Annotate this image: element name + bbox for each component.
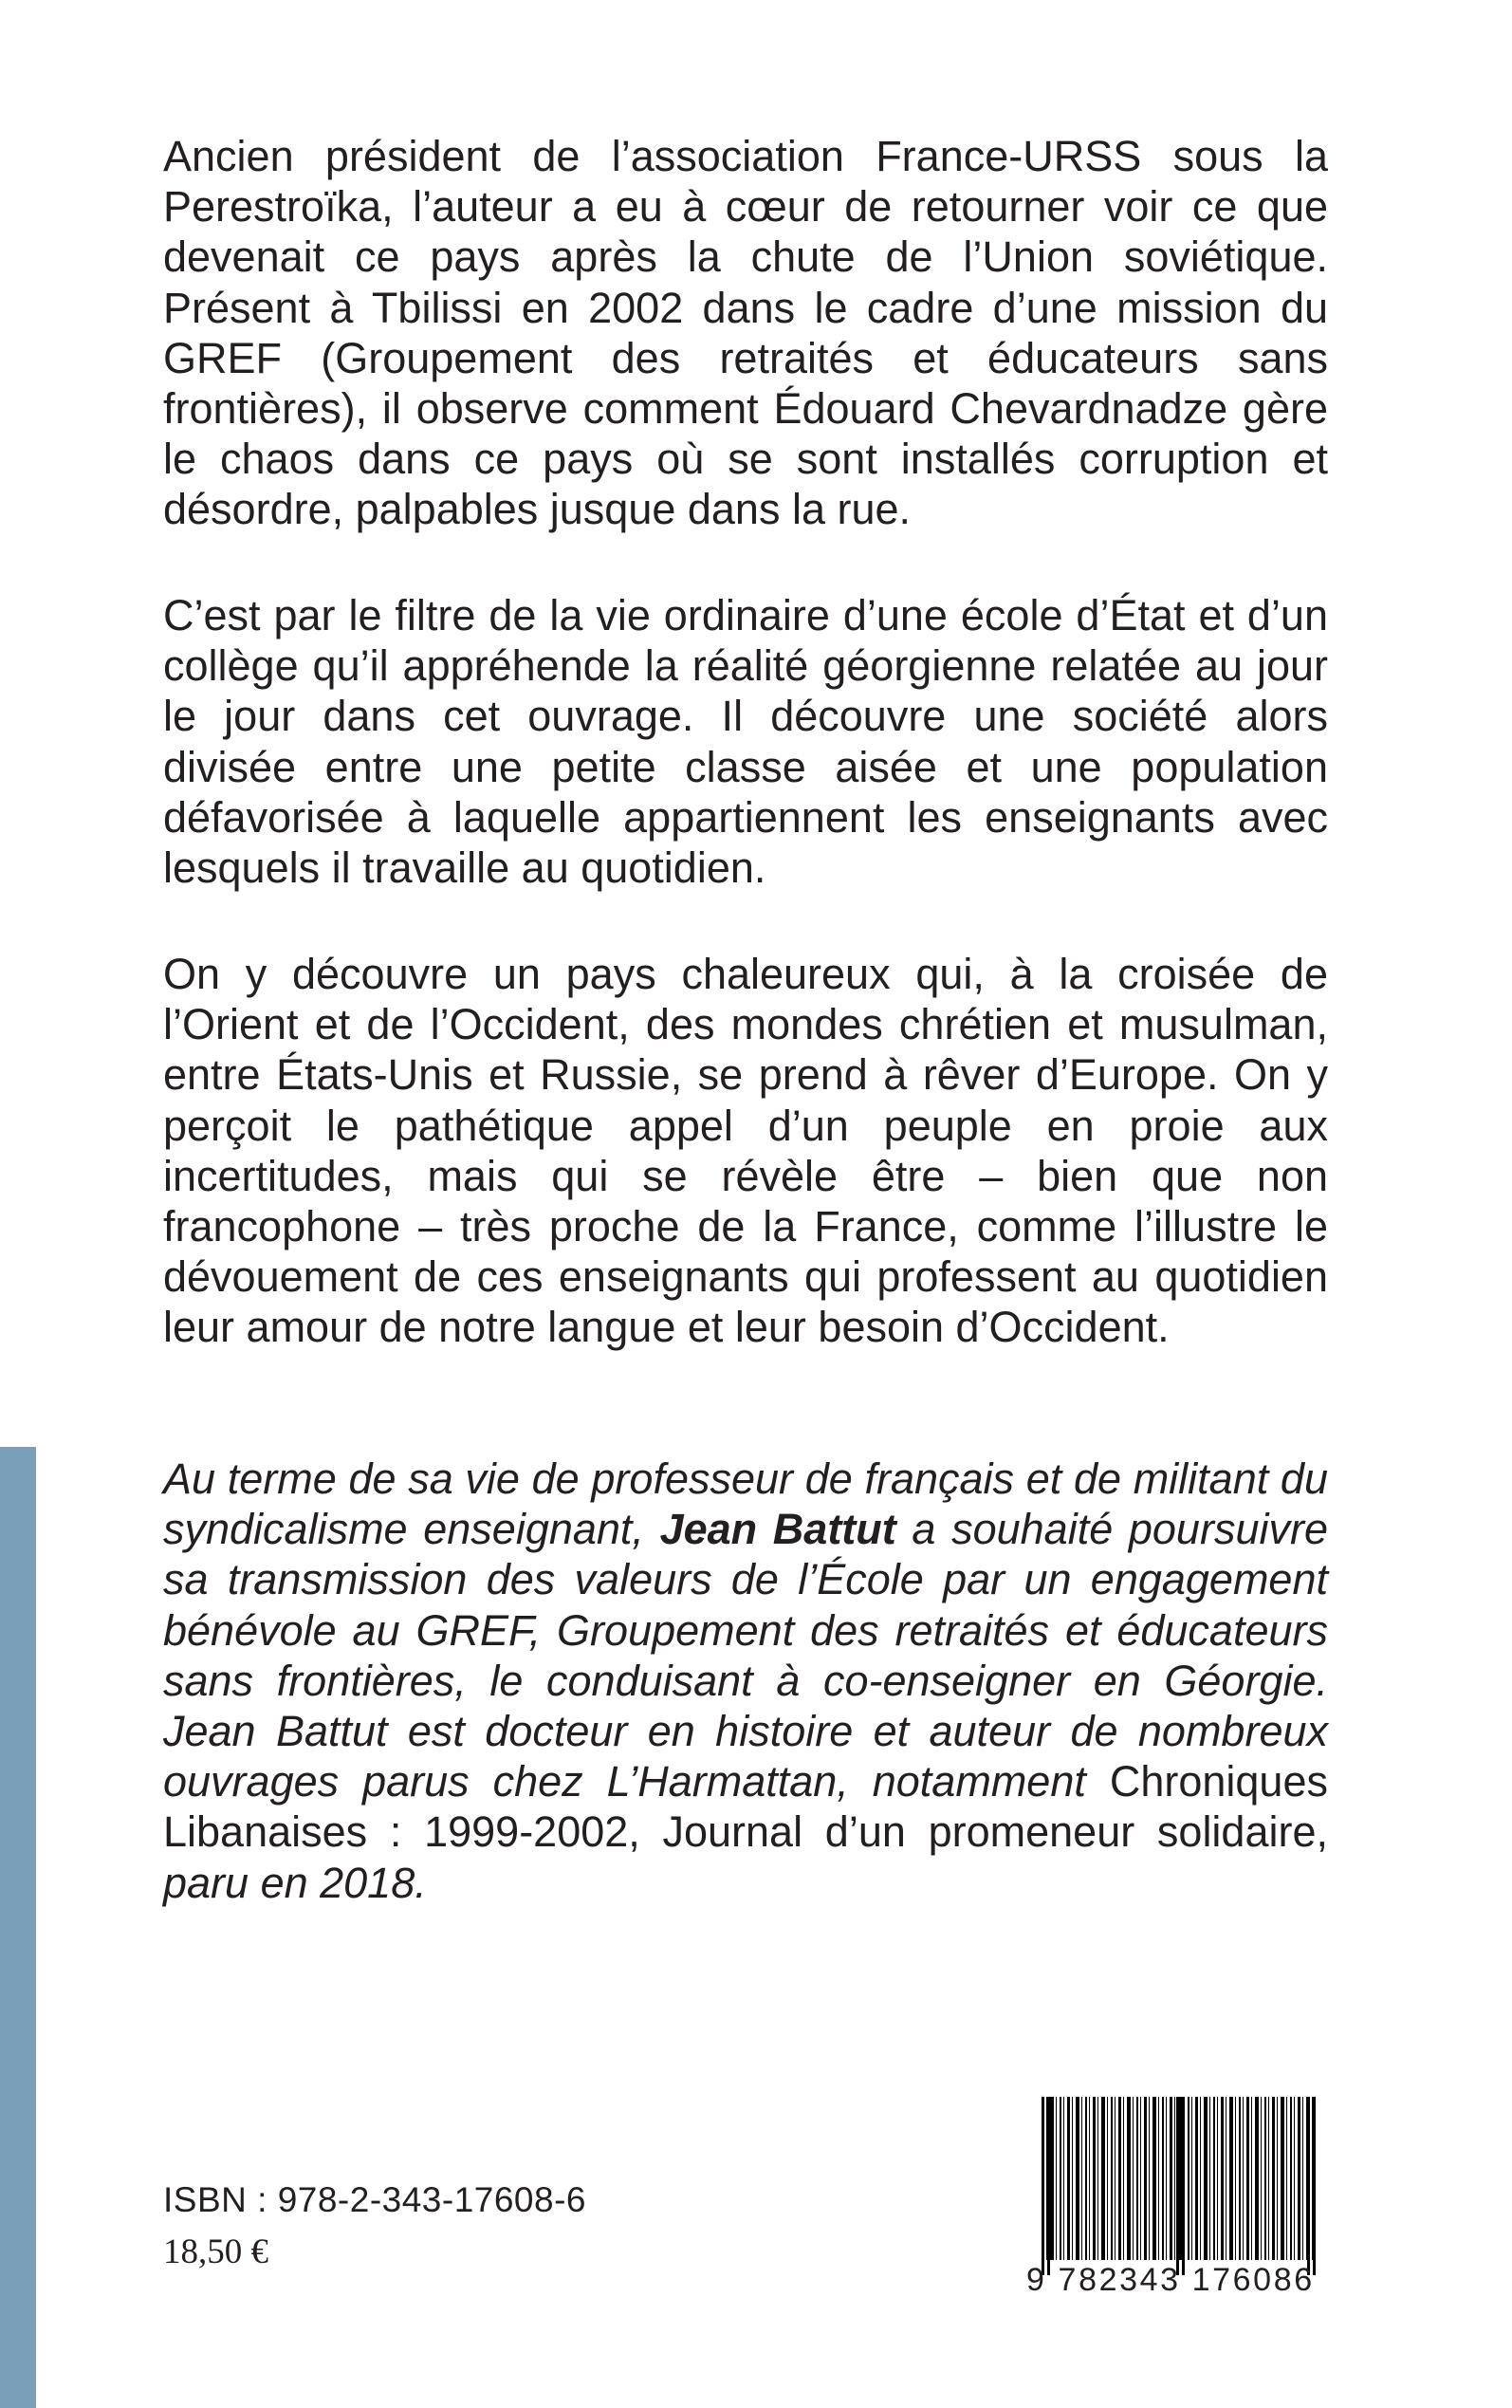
- barcode-digits: 9 782343 176086: [1026, 2262, 1315, 2298]
- barcode-guard-left: [1042, 2097, 1044, 2275]
- bio-intro: Au terme de sa vie de professeur de français et de militant du syndicalisme enseignant,: [163, 1454, 1328, 1554]
- bio-outro: paru en 2018.: [163, 1858, 427, 1907]
- paragraph-text: On y découvre un pays chaleureux qui, à la croisée de l’Orient et de l’Occident, des mondes chrétien et musulman, entre États-Unis et Russie, se prend à rêver d’Europe. On y perçoit le pathétique appel d’un peuple en proie aux incertitudes, mais qui se révèle être – bien que non francophone – très proche de la France, comme l’illustre le dévouement de ces enseignants qui professent au quotidien leur amour de notre langue et leur besoin d’Occident.: [163, 950, 1328, 1352]
- barcode-guard-left-2: [1047, 2097, 1050, 2275]
- barcode: [1026, 2097, 1318, 2301]
- description-paragraph-2: [163, 590, 1328, 893]
- paragraph-text: C’est par le filtre de la vie ordinaire d’une école d’État et d’un collège qu’il appréhende la réalité géorgienne relatée au jour le jour dans cet ouvrage. Il découvre une société alors divisée entre une petite classe aisée et une population défavorisée à laquelle appartiennent les enseignants avec lesquels il travaille au quotidien.: [163, 591, 1328, 893]
- book-title: Chroniques Libanaises : 1999-2002, Journal d’un promeneur solidaire,: [163, 1757, 1328, 1857]
- author-name: Jean Battut: [659, 1505, 896, 1554]
- barcode-guard-center: [1176, 2097, 1179, 2275]
- description-paragraph-1: [163, 131, 1328, 535]
- paragraph-text: Ancien président de l’association France-URSS sous la Perestroïka, l’auteur a eu à cœur de retourner voir ce que devenait ce pays après la chute de l’Union soviétique. Présent à Tbilissi en 2002 dans le cadre d’une mission du GREF (Groupement des retraités et éducateurs sans frontières), il observe comment Édouard Chevardnadze gère le chaos dans ce pays où se sont installés corruption et désordre, palpables jusque dans la rue.: [163, 132, 1328, 534]
- bio-middle: a souhaité poursuivre sa transmission des valeurs de l’École par un engagement bénévole au GREF, Groupement des retraités et éducateurs sans frontières, le conduisant à co-enseigner en Géorgie. Jean Battut est docteur en histoire et auteur de nombreux ouvrages parus chez L’Harmattan, notamment: [163, 1505, 1328, 1806]
- price: 18,50 €: [163, 2232, 268, 2271]
- isbn-number: ISBN : 978-2-343-17608-6: [163, 2180, 586, 2219]
- barcode-guard-right-2: [1313, 2097, 1316, 2275]
- author-bio-text: [163, 1454, 1328, 1908]
- spine-accent-bar: [0, 1447, 36, 2408]
- description-paragraph-3: [163, 949, 1328, 1353]
- author-bio: [163, 1454, 1328, 1908]
- barcode-guard-center-2: [1182, 2097, 1185, 2275]
- barcode-guard-right: [1307, 2097, 1310, 2275]
